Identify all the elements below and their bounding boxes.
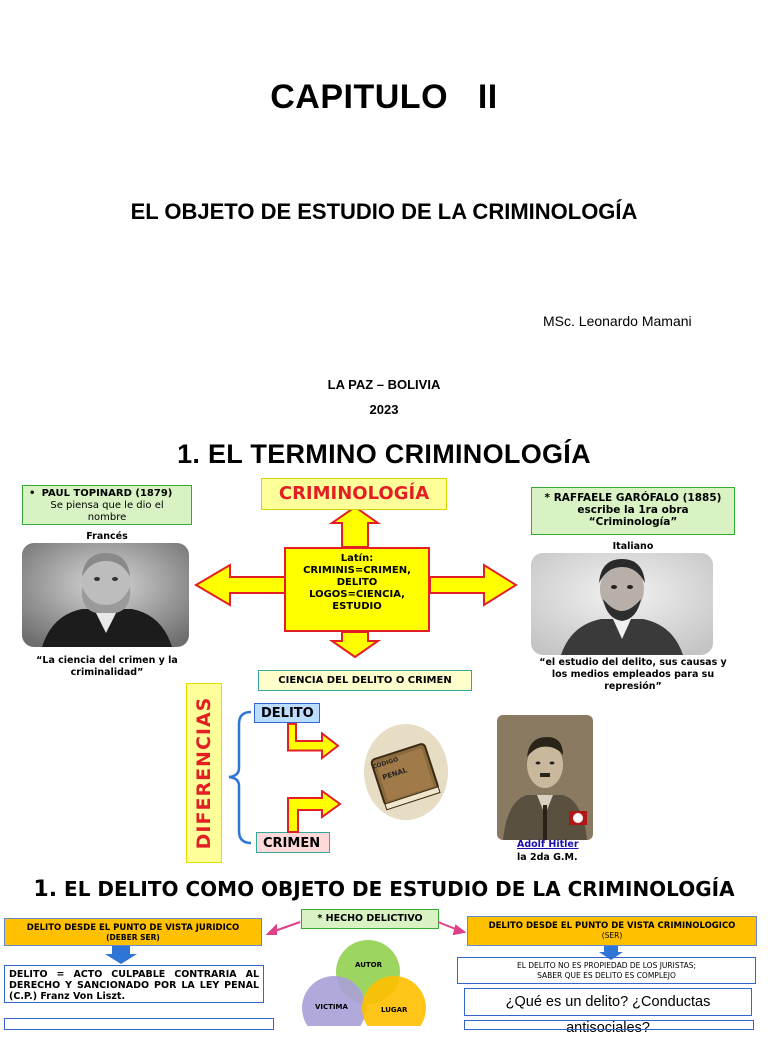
criminologico-note bbox=[457, 957, 756, 984]
crimen-label: CRIMEN bbox=[256, 832, 330, 853]
topinard-nationality: Francés bbox=[86, 531, 128, 542]
topinard-line2: Se piensa que le dio el bbox=[50, 500, 164, 511]
section2-heading bbox=[0, 877, 768, 902]
topinard-portrait bbox=[22, 543, 189, 647]
latin-line-5: ESTUDIO bbox=[332, 601, 382, 612]
codigo-penal-image bbox=[362, 716, 450, 820]
topinard-line3: nombre bbox=[87, 512, 127, 523]
juridico-lower-box bbox=[4, 1018, 274, 1030]
delito-label: DELITO bbox=[254, 703, 320, 723]
topinard-box bbox=[22, 485, 192, 525]
latin-line-1: Latín: bbox=[340, 553, 374, 564]
criminologico-title: DELITO DESDE EL PUNTO DE VISTA CRIMINOLOGICO bbox=[488, 921, 736, 931]
criminologico-note-1: EL DELITO NO ES PROPIEDAD DE LOS JURISTAS; bbox=[516, 961, 697, 970]
chapter-subtitle: EL OBJETO DE ESTUDIO DE LA CRIMINOLOGÍA bbox=[130, 199, 638, 224]
garofalo-line3: “Criminología” bbox=[588, 516, 678, 528]
venn-autor: AUTOR bbox=[355, 961, 383, 969]
latin-line-4: LOGOS=CIENCIA, bbox=[309, 589, 405, 600]
juridico-down-arrow bbox=[104, 946, 138, 964]
hitler-caption: la 2da G.M. bbox=[517, 852, 578, 863]
topinard-quote-1: “La ciencia del crimen y la bbox=[36, 655, 178, 666]
garofalo-line2: escribe la 1ra obra bbox=[577, 504, 689, 516]
author-name: MSc. Leonardo Mamani bbox=[543, 313, 692, 329]
historical-portrait bbox=[497, 715, 593, 840]
diferencias-text: DIFERENCIAS bbox=[193, 696, 215, 850]
garofalo-quote-1: “el estudio del delito, sus causas y bbox=[539, 657, 727, 668]
topinard-name: PAUL TOPINARD (1879) bbox=[41, 488, 173, 499]
criminologico-note-2: SABER QUE ES DELITO ES COMPLEJO bbox=[537, 971, 676, 980]
garofalo-portrait bbox=[531, 553, 713, 655]
year-label: 2023 bbox=[369, 402, 399, 417]
diferencias-brace bbox=[225, 710, 255, 845]
question-lower-box bbox=[464, 1020, 754, 1030]
section2-heading-number: 1. bbox=[33, 877, 58, 902]
garofalo-box bbox=[531, 487, 735, 535]
juridico-title: DELITO DESDE EL PUNTO DE VISTA JURIDICO bbox=[26, 923, 240, 933]
latin-line-3: DELITO bbox=[336, 577, 378, 588]
hitler-link[interactable]: Adolf Hitler bbox=[517, 839, 579, 850]
diferencias-label bbox=[186, 683, 222, 863]
latin-box bbox=[284, 547, 430, 632]
juridico-title-box bbox=[4, 918, 262, 946]
book-text-2: PENAL bbox=[381, 766, 409, 782]
topinard-bullet: • bbox=[29, 488, 36, 499]
garofalo-name: * RAFFAELE GARÓFALO (1885) bbox=[544, 492, 722, 504]
venn-victima: VICTIMA bbox=[315, 1003, 348, 1011]
chapter-title: CAPITULO II bbox=[270, 78, 498, 116]
juridico-definition: DELITO = ACTO CULPABLE CONTRARIA AL DERECHO Y SANCIONADO POR LA LEY PENAL (C.P.) Franz Von Liszt. bbox=[4, 965, 264, 1003]
criminologia-label: CRIMINOLOGÍA bbox=[261, 478, 447, 510]
garofalo-quote-3: represión” bbox=[604, 681, 662, 692]
venn-lugar: LUGAR bbox=[381, 1006, 408, 1014]
criminologico-subtitle: (SER) bbox=[601, 931, 623, 940]
delito-arrow bbox=[286, 722, 340, 760]
topinard-quote-2: criminalidad” bbox=[70, 667, 144, 678]
place-label: LA PAZ – BOLIVIA bbox=[327, 377, 441, 392]
criminologico-title-box bbox=[467, 916, 757, 946]
hecho-delictivo-label: * HECHO DELICTIVO bbox=[301, 909, 439, 929]
section2-heading-text: EL DELITO COMO OBJETO DE ESTUDIO DE LA CRIMINOLOGÍA bbox=[57, 877, 735, 901]
garofalo-quote-2: los medios empleados para su bbox=[551, 669, 715, 680]
juridico-subtitle: (DEBER SER) bbox=[106, 933, 160, 942]
ciencia-label: CIENCIA DEL DELITO O CRIMEN bbox=[258, 670, 472, 691]
question-box: ¿Qué es un delito? ¿Conductas antisociales? bbox=[464, 988, 752, 1016]
section1-heading: 1. EL TERMINO CRIMINOLOGÍA bbox=[177, 439, 591, 469]
garofalo-nationality: Italiano bbox=[612, 541, 654, 552]
book-text-1: CÓDIGO bbox=[371, 756, 400, 771]
latin-line-2: CRIMINIS=CRIMEN, bbox=[303, 565, 411, 576]
venn-diagram bbox=[290, 936, 450, 1026]
crimen-arrow bbox=[286, 790, 342, 834]
